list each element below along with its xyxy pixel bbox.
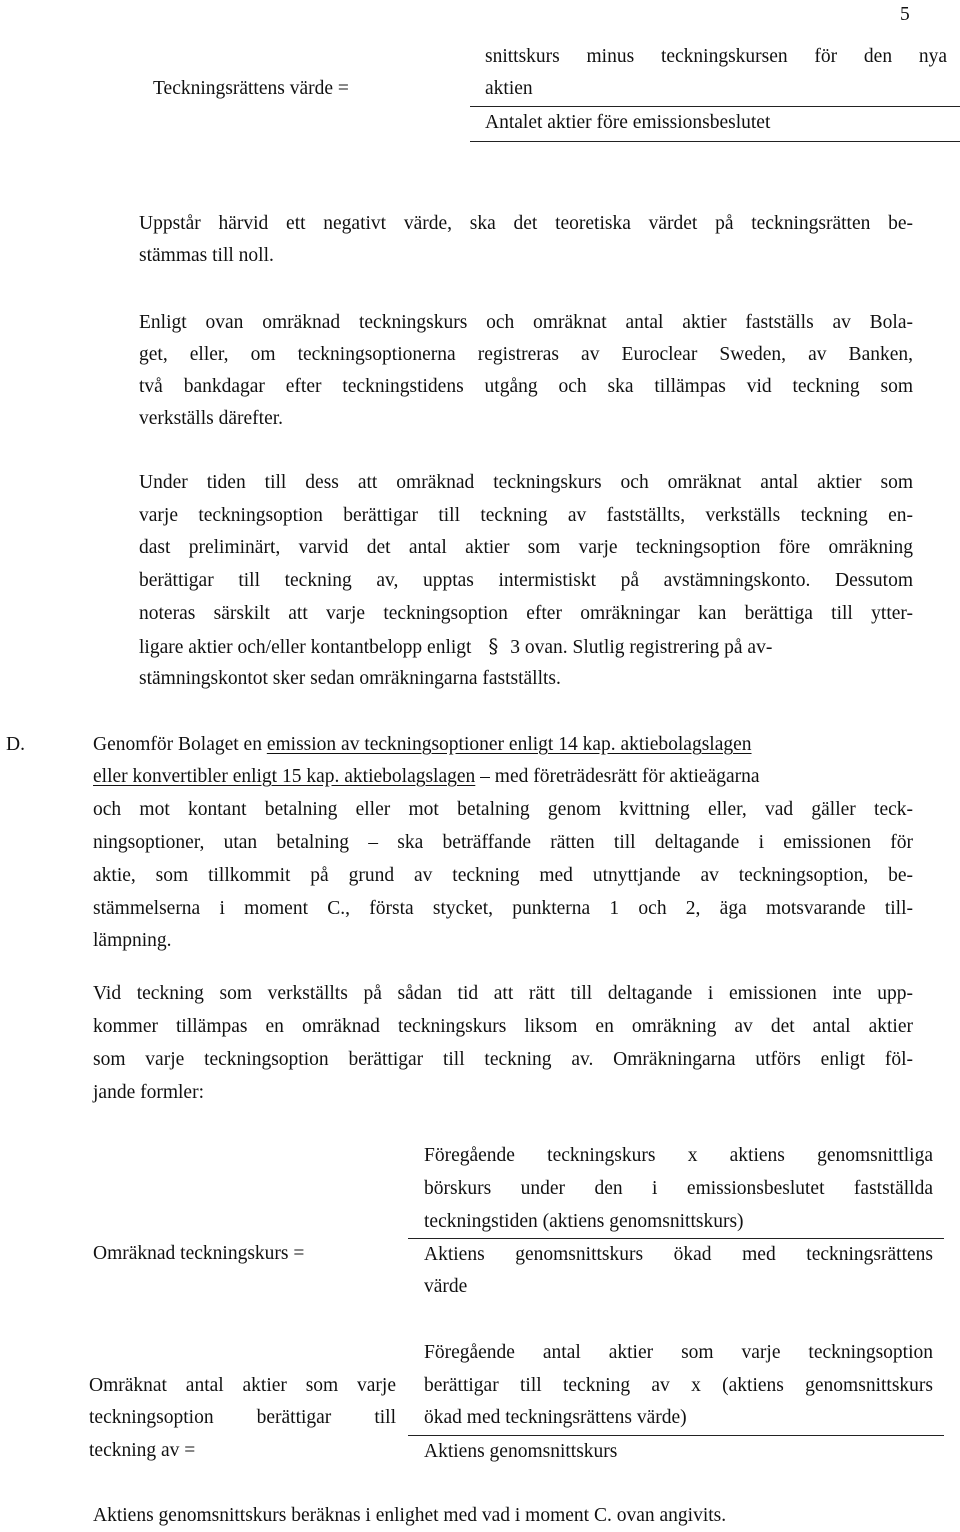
text-line: Enligt ovan omräknad teckningskurs och omräknat antal aktier fastställs av Bola-: [139, 312, 913, 333]
page-number: 5: [900, 4, 910, 25]
text-line: jande formler:: [93, 1082, 204, 1103]
text-line: [93, 760, 760, 793]
text-line: varje teckningsoption berättigar till teckning av fastställts, verkställs teckning en-: [139, 505, 913, 526]
formula-label: Omräknad teckningskurs =: [93, 1243, 305, 1264]
text-line: ningsoptioner, utan betalning – ska beträffande rätten till deltagande i emissionen för: [93, 832, 913, 853]
underlined-reference: eller konvertibler enligt 15 kap. aktiebolagslagen: [93, 766, 476, 787]
fraction-rule: [470, 141, 960, 142]
underlined-reference: emission av teckningsoptioner enligt 14 kap. aktiebolagslagen: [266, 734, 752, 755]
formula-denominator: Aktiens genomsnittskurs: [424, 1441, 618, 1462]
text-span: Genomför Bolaget en: [93, 734, 267, 755]
text-line: dast preliminärt, varvid det antal aktier som varje teckningsoption före omräkning: [139, 537, 913, 558]
text-span: ligare aktier och/eller kontantbelopp enligt: [139, 637, 472, 658]
formula-label-line: Omräknat antal aktier som varje: [89, 1375, 396, 1396]
formula-label-line: teckning av =: [89, 1440, 196, 1461]
formula-numerator-line: snittskurs minus teckningskursen för den nya: [485, 46, 947, 67]
formula-numerator-line: teckningstiden (aktiens genomsnittskurs): [424, 1211, 744, 1232]
text-line: och mot kontant betalning eller mot betalning genom kvittning eller, vad gäller teck-: [93, 799, 913, 820]
text-line: aktie, som tillkommit på grund av teckning med utnyttjande av teckningsoption, be-: [93, 865, 913, 886]
text-line: Uppstår härvid ett negativt värde, ska det teoretiska värdet på teckningsrätten be-: [139, 213, 913, 234]
formula-numerator-line: börskurs under den i emissionsbeslutet fastställda: [424, 1178, 933, 1199]
text-line: verkställs därefter.: [139, 408, 284, 429]
formula-numerator-line: Föregående antal aktier som varje teckningsoption: [424, 1342, 933, 1363]
text-line: som varje teckningsoption berättigar till teckning av. Omräkningarna utförs enligt föl-: [93, 1049, 913, 1070]
text-line: Under tiden till dess att omräknad teckningskurs och omräknat antal aktier som: [139, 472, 913, 493]
text-span: 3 ovan. Slutlig registrering på av-: [510, 637, 773, 658]
text-line: stämmas till noll.: [139, 245, 274, 266]
text-line: kommer tillämpas en omräknad teckningskurs liksom en omräkning av det antal aktier: [93, 1016, 913, 1037]
formula-denominator-line: värde: [424, 1276, 468, 1297]
closing-sentence: Aktiens genomsnittskurs beräknas i enlighet med vad i moment C. ovan angivits.: [93, 1505, 727, 1526]
formula-label-line: teckningsoption berättigar till: [89, 1407, 396, 1428]
formula-denominator: Antalet aktier före emissionsbeslutet: [485, 112, 771, 133]
text-line: stämmelserna i moment C., första stycket, punkterna 1 och 2, äga motsvarande till-: [93, 898, 913, 919]
formula-denominator-line: Aktiens genomsnittskurs ökad med teckningsrättens: [424, 1244, 933, 1265]
formula-numerator-line: ökad med teckningsrättens värde): [424, 1407, 687, 1428]
text-line: [139, 630, 772, 664]
text-span: – med företrädesrätt för aktieägarna: [475, 766, 760, 787]
formula-numerator-line: Föregående teckningskurs x aktiens genomsnittliga: [424, 1145, 933, 1166]
formula-numerator-line: aktien: [485, 78, 533, 99]
section-label: D.: [6, 734, 25, 755]
formula-label: Teckningsrättens värde =: [153, 78, 349, 99]
text-line: get, eller, om teckningsoptionerna registreras av Euroclear Sweden, av Banken,: [139, 344, 913, 365]
text-line: berättigar till teckning av, upptas intermistiskt på avstämningskonto. Dessutom: [139, 570, 913, 591]
text-line: [93, 728, 752, 761]
formula-numerator-line: berättigar till teckning av x (aktiens genomsnittskurs: [424, 1375, 933, 1396]
text-line: Vid teckning som verkställts på sådan tid att rätt till deltagande i emissionen inte upp-: [93, 983, 913, 1004]
text-line: två bankdagar efter teckningstidens utgång och ska tillämpas vid teckning som: [139, 376, 913, 397]
text-line: stämningskontot sker sedan omräkningarna fastställts.: [139, 668, 561, 689]
section-sign: §: [488, 635, 499, 658]
text-line: noteras särskilt att varje teckningsoption efter omräkningar kan berättiga till ytter-: [139, 603, 913, 624]
text-line: lämpning.: [93, 930, 172, 951]
